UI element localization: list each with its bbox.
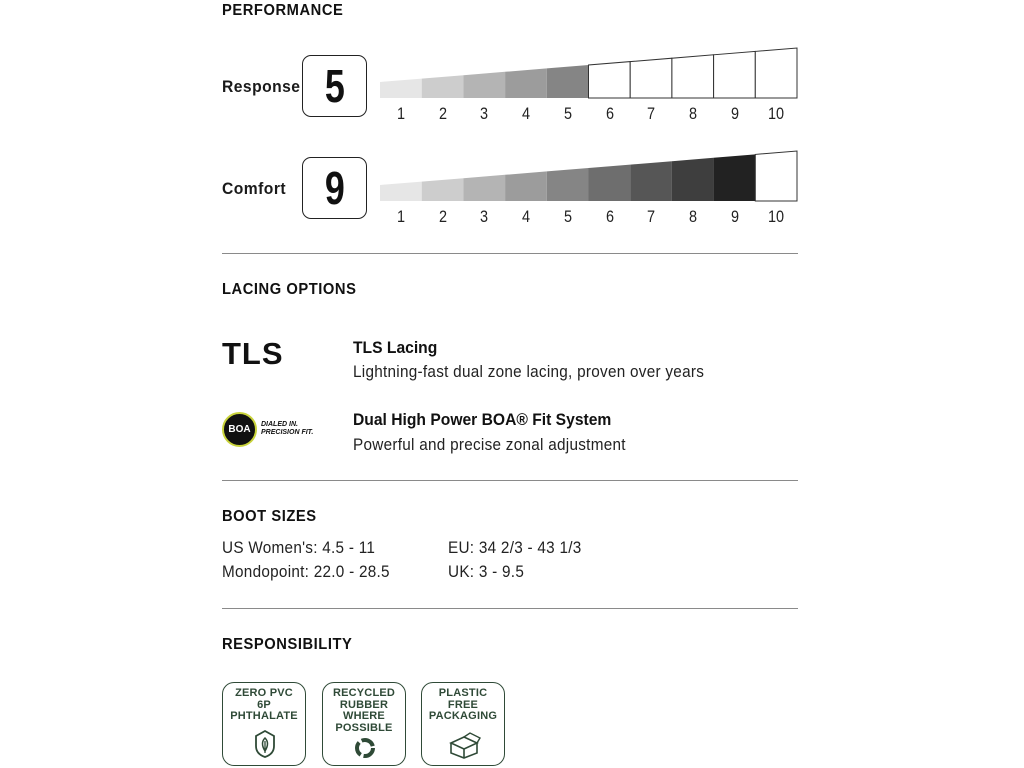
scale-segment-3 (463, 175, 505, 201)
scale-segment-3 (463, 72, 505, 98)
scale-tick-label: 8 (688, 207, 697, 226)
scale-tick-label: 1 (396, 104, 406, 123)
boa-fit-system-title: Dual High Power BOA® Fit System (353, 410, 612, 429)
tls-lacing-title: TLS Lacing (353, 338, 438, 357)
scale-segment-5 (547, 65, 589, 98)
badge-recycled-rubber-text: RECYCLED RUBBER WHERE POSSIBLE (332, 687, 396, 734)
scale-segment-8 (672, 55, 714, 98)
scale-segment-10 (755, 48, 797, 98)
comfort-score: 9 (324, 162, 345, 214)
comfort-rating-scale (380, 149, 800, 205)
scale-segment-4 (505, 68, 547, 98)
scale-tick-label: 10 (768, 104, 785, 123)
boa-logo (222, 412, 322, 448)
scale-segment-1 (380, 182, 422, 201)
comfort-label: Comfort (222, 179, 287, 198)
response-score-box (302, 55, 367, 117)
scale-segment-5 (547, 168, 589, 201)
scale-segment-8 (672, 158, 714, 201)
scale-segment-2 (422, 75, 464, 98)
divider (222, 608, 798, 609)
scale-tick-label: 2 (438, 104, 447, 123)
badge-recycled-rubber (322, 682, 406, 766)
performance-heading: PERFORMANCE (222, 2, 344, 19)
size-us-womens: US Women's: 4.5 - 11 (222, 538, 376, 557)
scale-tick-label: 9 (730, 207, 739, 226)
badge-plastic-free-text: PLASTIC FREE PACKAGING (428, 687, 498, 722)
scale-tick-label: 6 (605, 207, 614, 226)
divider (222, 480, 798, 481)
recycle-icon (353, 736, 377, 760)
response-rating-scale (380, 46, 800, 102)
size-uk: UK: 3 - 9.5 (448, 562, 525, 581)
size-eu: EU: 34 2/3 - 43 1/3 (448, 538, 582, 557)
scale-tick-label: 7 (647, 207, 656, 226)
scale-tick-label: 3 (480, 207, 489, 226)
scale-tick-label: 7 (647, 104, 656, 123)
divider (222, 253, 798, 254)
comfort-score-box (302, 157, 367, 219)
scale-segment-2 (422, 178, 464, 201)
scale-tick-label: 10 (768, 207, 785, 226)
scale-segment-7 (630, 58, 672, 98)
tls-logo: TLS (222, 336, 284, 371)
boa-logo-circle: BOA (222, 412, 257, 447)
scale-tick-label: 3 (480, 104, 489, 123)
scale-tick-label: 4 (522, 207, 531, 226)
scale-tick-label: 2 (438, 207, 447, 226)
responsibility-heading: RESPONSIBILITY (222, 636, 353, 653)
badge-zero-pvc-text: ZERO PVC 6P PHTHALATE (230, 687, 298, 722)
scale-segment-6 (589, 165, 631, 201)
scale-segment-6 (589, 62, 631, 98)
scale-tick-label: 5 (563, 104, 572, 123)
response-score: 5 (324, 60, 345, 112)
scale-tick-label: 9 (730, 104, 739, 123)
tls-lacing-description: Lightning-fast dual zone lacing, proven over years (353, 362, 705, 381)
badge-plastic-free (421, 682, 505, 766)
scale-tick-label: 6 (605, 104, 614, 123)
scale-tick-label: 5 (563, 207, 572, 226)
lacing-heading: LACING OPTIONS (222, 281, 357, 298)
scale-tick-label: 8 (688, 104, 697, 123)
scale-segment-9 (714, 51, 756, 98)
scale-segment-7 (630, 161, 672, 201)
badge-zero-pvc (222, 682, 306, 766)
scale-segment-9 (714, 154, 756, 201)
scale-tick-label: 1 (396, 207, 406, 226)
boa-fit-system-description: Powerful and precise zonal adjustment (353, 435, 626, 454)
scale-segment-10 (755, 151, 797, 201)
scale-tick-label: 4 (522, 104, 531, 123)
boot-sizes-heading: BOOT SIZES (222, 508, 317, 525)
boa-logo-tagline: DIALED IN. PRECISION FIT. (261, 421, 314, 436)
leaf-shield-icon (253, 729, 277, 759)
size-mondopoint: Mondopoint: 22.0 - 28.5 (222, 562, 390, 581)
scale-segment-1 (380, 79, 422, 98)
response-label: Response (222, 77, 301, 96)
box-icon (447, 731, 481, 759)
scale-segment-4 (505, 171, 547, 201)
